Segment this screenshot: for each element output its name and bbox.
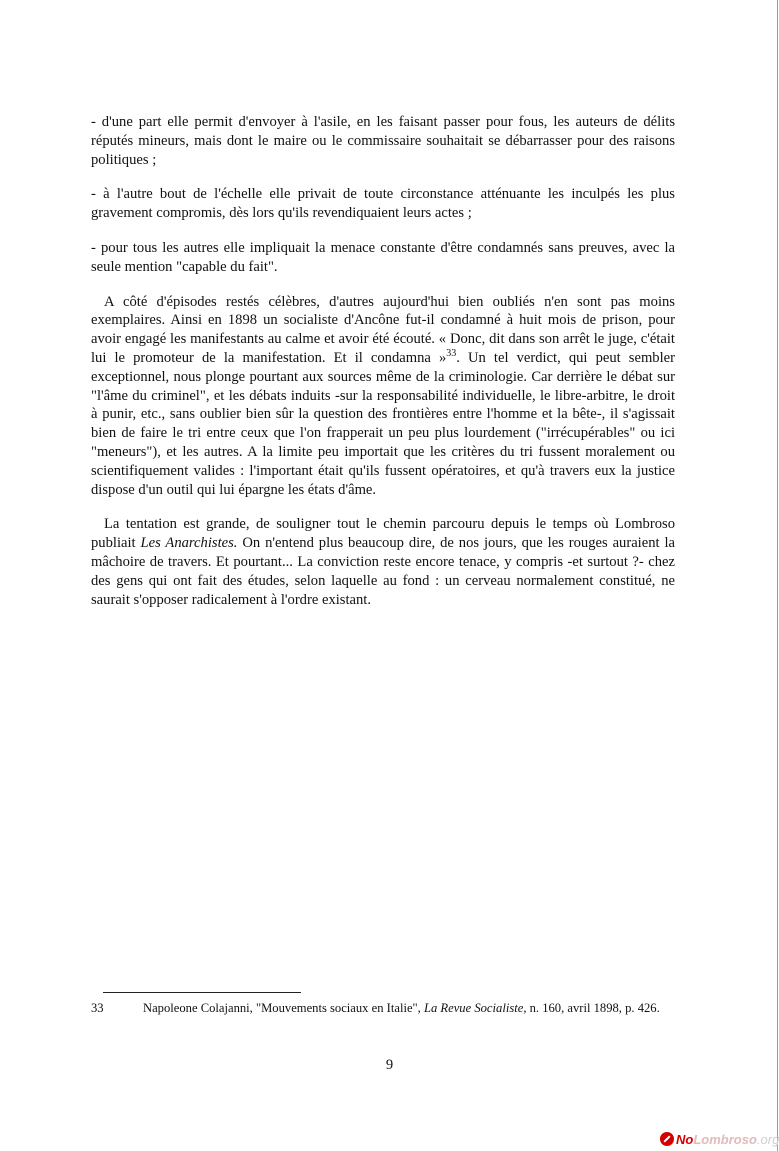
text-run: On n'entend plus beaucoup dire, de nos jours, que les rouges auraient la mâchoire de travers. Et pourtant... La conviction reste encore tenace, y compris -et surtout ?- chez des gens qui ont fait des études, selon laquelle au fond : un cerveau normalement constitué, ne saurait s'opposer radicalement à l'ordre existant. (91, 535, 676, 608)
footnote (91, 1000, 675, 1017)
no-sign-icon (660, 1132, 674, 1146)
page-number: 9 (385, 1057, 394, 1073)
site-watermark (660, 1130, 779, 1148)
paragraph (91, 113, 675, 169)
page-edge (777, 0, 778, 1151)
paragraph (91, 185, 675, 223)
body-text (91, 113, 675, 625)
text-run: A côté d'épisodes restés célèbres, d'autres aujourd'hui bien oubliés n'en sont pas moins exemplaires. Ainsi en 1898 un socialiste d'Ancône fut-il condamné à huit mois de prison, pour avoir engagé les manifestants au calme et avoir été écouté. « Donc, dit dans son arrêt le juge, c'était lui le promoteur de la manifestation. Et il condamna » (91, 293, 675, 366)
paragraph (91, 239, 675, 277)
footnote-text (143, 1001, 660, 1015)
italic-title: Les Anarchistes. (140, 535, 238, 552)
text-run: - d'une part elle permit d'envoyer à l'asile, en les faisant passer pour fous, les auteurs de délits réputés mineurs, mais dont le maire ou le commissaire souhaitait se débarrasser pour des raisons politiques ; (91, 114, 675, 168)
text-run: . Un tel verdict, qui peut sembler exceptionnel, nous plonge pourtant aux sources même de la criminologie. Car derrière le débat sur "l'âme du criminel", et les débats induits -sur la responsabilité individuelle, le libre-arbitre, le droit à punir, etc., sans oublier bien sûr la question des frontières entre l'homme et la bête-, il s'agissait bien de faire le tri entre ceux que l'on frapperait un peu plus lourdement ("irrécupérables" ou ici "meneurs"), et les autres. A la limite peu importait que les critères du tri fussent moralement ou scientifiquement valides : l'important était qu'ils fussent opératoires, et qu'à travers eux la justice dispose d'un outil qui lui épargne les états d'âme. (91, 349, 675, 498)
text-run: - à l'autre bout de l'échelle elle privait de toute circonstance atténuante les inculpés les plus gravement compromis, dès lors qu'ils revendiquaient leurs actes ; (91, 186, 675, 222)
watermark-prefix: No (676, 1131, 694, 1147)
paragraph (91, 515, 675, 609)
text-run: La tentation est grande, de souligner tout le chemin parcouru depuis le temps où Lombroso publiait (91, 516, 675, 552)
text-run: , n. 160, avril 1898, p. 426. (523, 1001, 660, 1015)
footnote-reference: 33 (446, 348, 457, 360)
watermark-middle: Lombroso (693, 1131, 757, 1147)
paragraph (91, 293, 675, 500)
footnote-separator (103, 992, 301, 993)
footnote-number: 33 (91, 1001, 104, 1015)
italic-title: La Revue Socialiste (423, 1001, 524, 1015)
text-run: - pour tous les autres elle impliquait la menace constante d'être condamnés sans preuves, avec la seule mention "capable du fait". (91, 239, 675, 275)
watermark-suffix: .org (756, 1131, 779, 1147)
text-run: Napoleone Colajanni, "Mouvements sociaux en Italie", (143, 1001, 424, 1015)
